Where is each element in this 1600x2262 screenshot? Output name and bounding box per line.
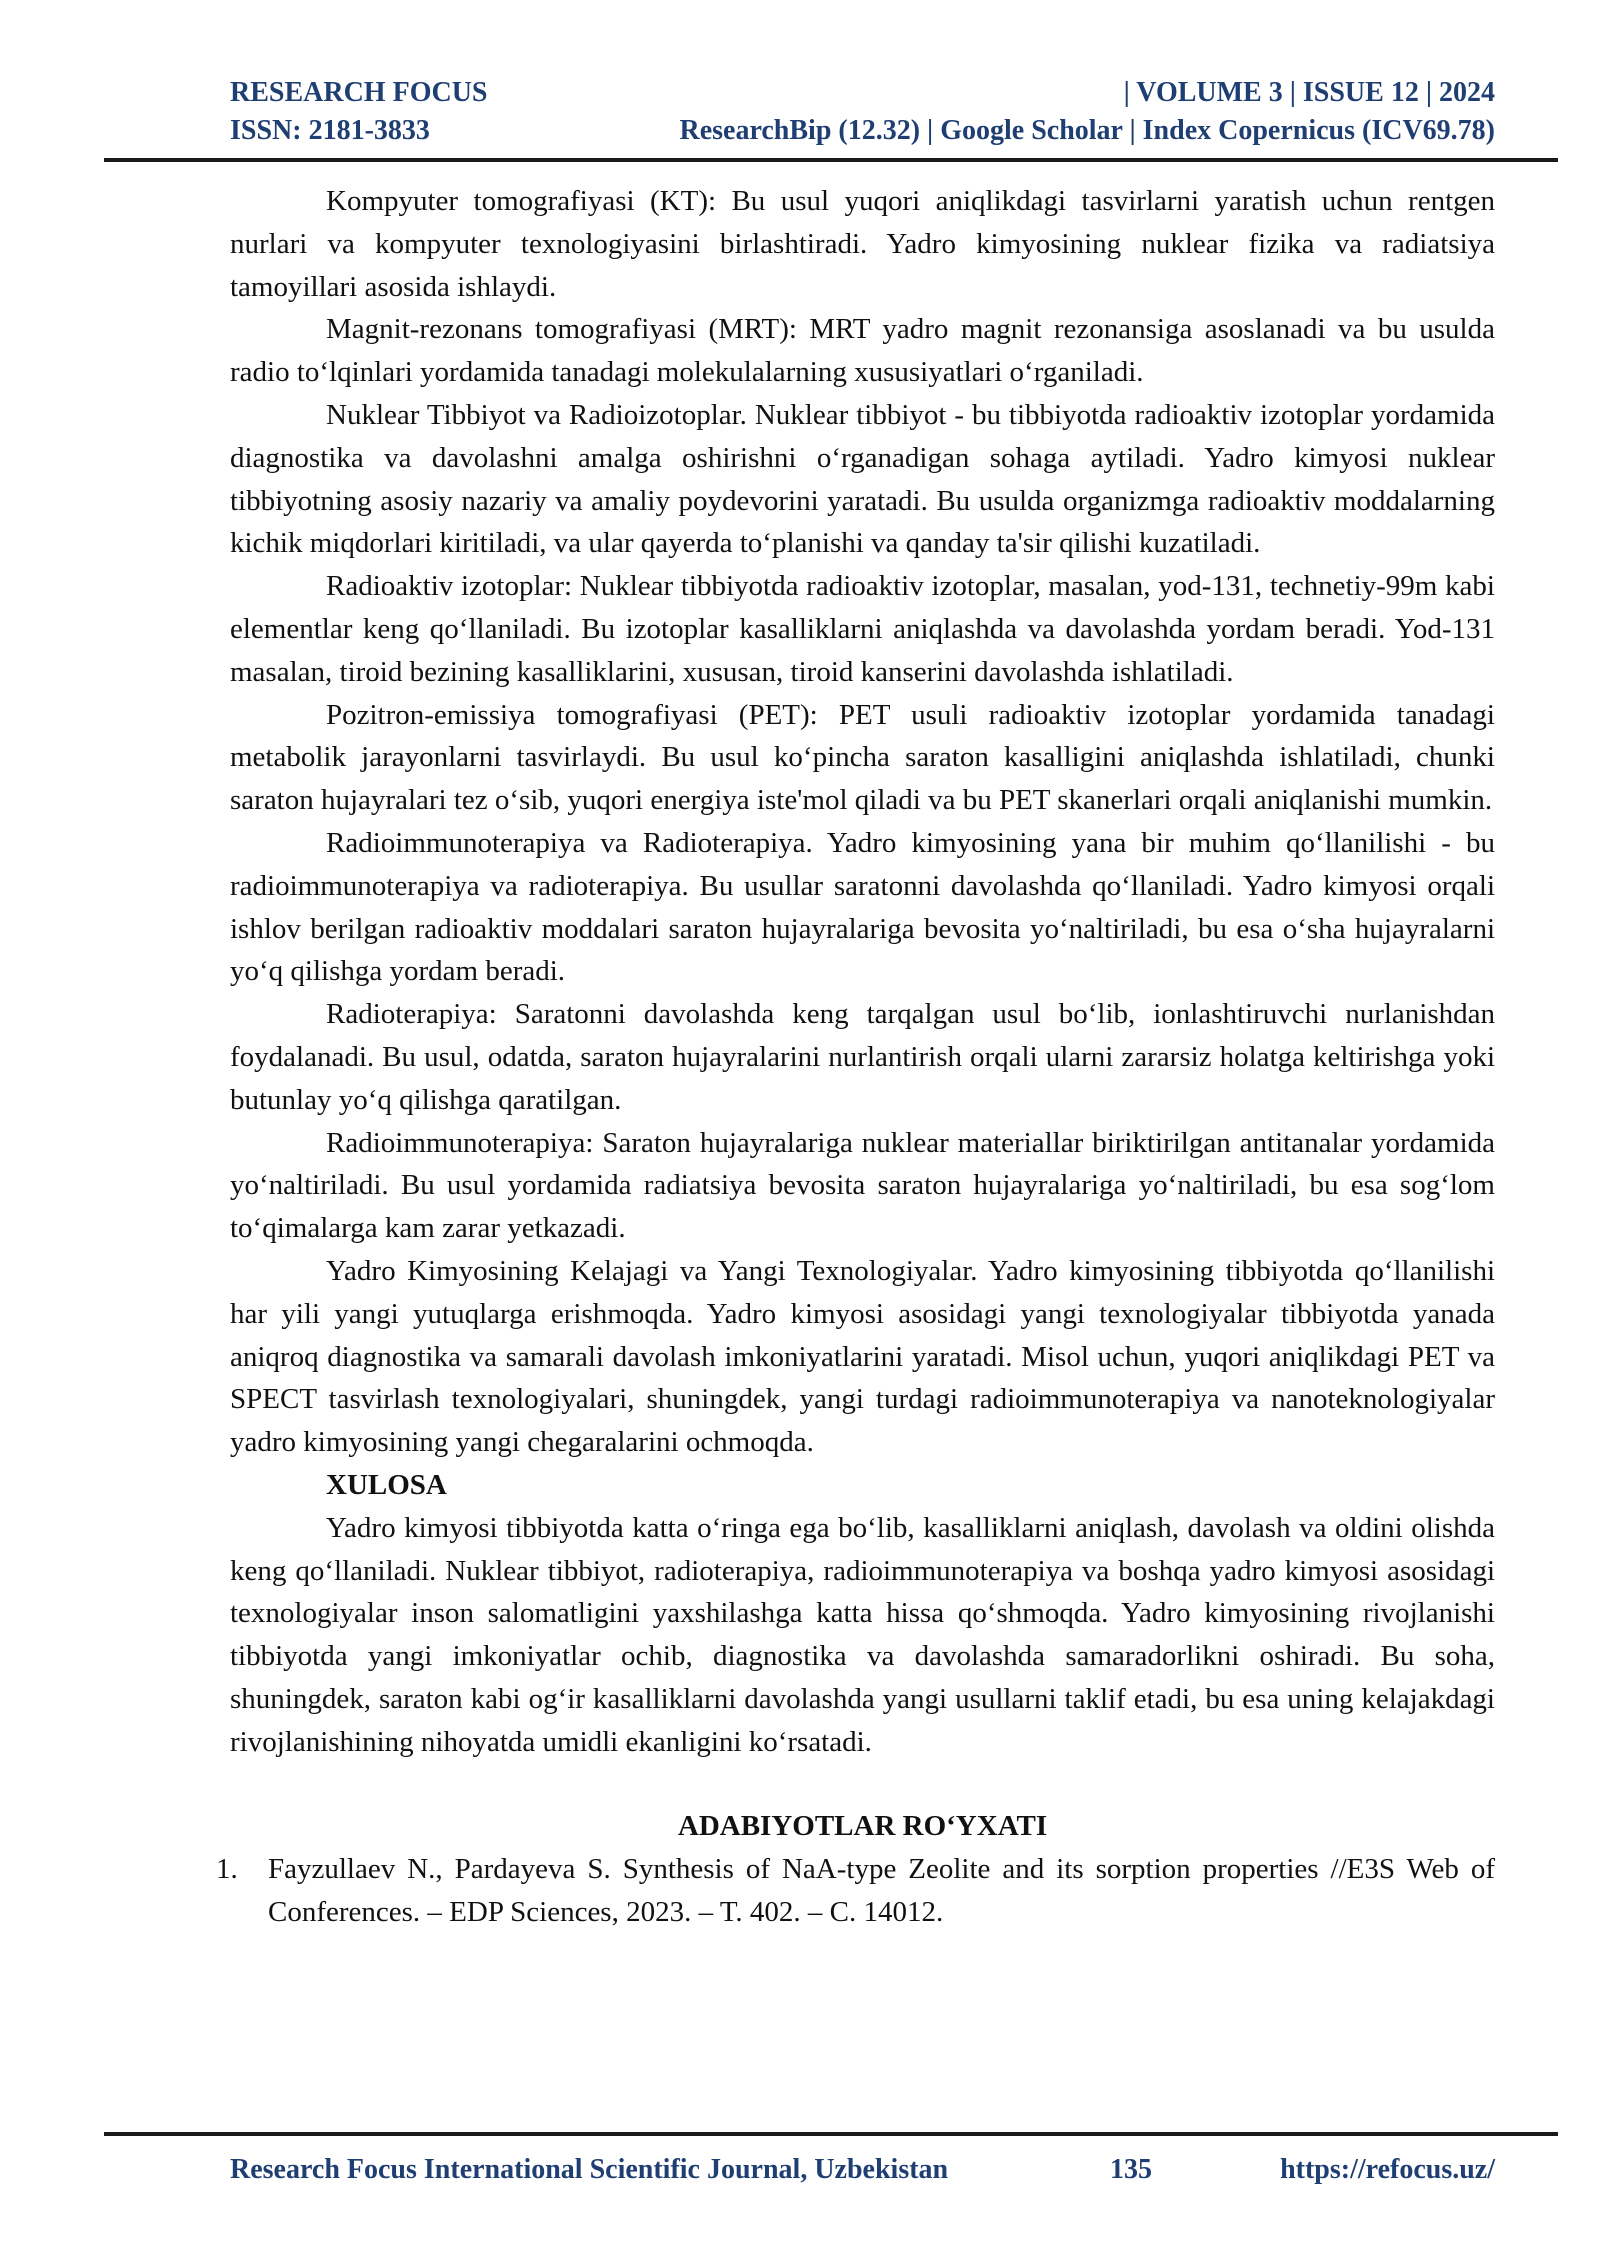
issn: ISSN: 2181-3833 <box>230 115 430 146</box>
volume-issue: | VOLUME 3 | ISSUE 12 | 2024 <box>1123 77 1495 108</box>
paragraph-mrt: Magnit-rezonans tomografiyasi (MRT): MRT yadro magnit rezonansiga asoslanadi va bu usulda radio to‘lqinlari yordamida tanadagi molekulalarning xususiyatlari o‘rganiladi. <box>230 313 1495 389</box>
conclusion-paragraph: Yadro kimyosi tibbiyotda katta o‘ringa ega bo‘lib, kasalliklarni aniqlash, davolash va oldini olishda keng qo‘llaniladi. Nuklear tibbiyot, radioterapiya, radioimmunoterapiya va boshqa yadro kimyosi asosidagi texnologiyalar inson salomatligini yaxshilashga katta hissa qo‘shmoqda. Yadro kimyosining rivojlanishi tibbiyotda yangi imkoniyatlar ochib, diagnostika va davolashda samaradorlikni oshiradi. Bu soha, shuningdek, saraton kabi og‘ir kasalliklarni davolashda yangi usullarni taklif etadi, bu esa uning kelajakdagi rivojlanishining nihoyatda umidli ekanligini ko‘rsatadi. <box>230 1511 1495 1758</box>
header-divider <box>104 158 1558 162</box>
indexing-info: ResearchBip (12.32) | Google Scholar | Index Copernicus (ICV69.78) <box>679 115 1495 146</box>
page-footer <box>230 2150 1495 2190</box>
page-header <box>230 74 1495 150</box>
paragraph-radioisotopes: Radioaktiv izotoplar: Nuklear tibbiyotda radioaktiv izotoplar, masalan, yod-131, technetiy-99m kabi elementlar keng qo‘llaniladi. Bu izotoplar kasalliklarni aniqlashda va davolashda yordam beradi. Yod-131 masalan, tiroid bezining kasalliklarini, xususan, tiroid kanserini davolashda ishlatiladi. <box>230 570 1495 688</box>
paragraph-pet: Pozitron-emissiya tomografiyasi (PET): PET usuli radioaktiv izotoplar yordamida tanadagi metabolik jarayonlarni tasvirlaydi. Bu usul ko‘pincha saraton kasalligini aniqlashda ishlatiladi, chunki saraton hujayralari tez o‘sib, yuqori energiya iste'mol qiladi va bu PET skanerlari orqali aniqlanishi mumkin. <box>230 698 1495 817</box>
footer-divider <box>104 2132 1558 2136</box>
footer-journal: Research Focus International Scientific Journal, Uzbekistan <box>230 2154 949 2185</box>
paragraph-radiotherapy: Radioterapiya: Saratonni davolashda keng tarqalgan usul bo‘lib, ionlashtiruvchi nurlanishdan foydalanadi. Bu usul, odatda, saraton hujayralarini nurlantirish orqali ularni zararsiz holatga keltirishga yoki butunlay yo‘q qilishga qaratilgan. <box>230 998 1495 1116</box>
reference-number: 1. <box>216 1853 238 1886</box>
paragraph-kt: Kompyuter tomografiyasi (KT): Bu usul yuqori aniqlikdagi tasvirlarni yaratish uchun rentgen nurlari va kompyuter texnologiyasini birlashtiradi. Yadro kimyosining nuklear fizika va radiatsiya tamoyillari asosida ishlaydi. <box>230 185 1495 303</box>
conclusion-heading: XULOSA <box>326 1468 447 1501</box>
references-heading: ADABIYOTLAR RO‘YXATI <box>677 1810 1048 1843</box>
references-list <box>216 1848 1495 1934</box>
paragraph-radioimmunotherapy: Radioimmunoterapiya: Saraton hujayralariga nuklear materiallar biriktirilgan antitanalar yordamida yo‘naltiriladi. Bu usul yordamida radiatsiya bevosita saraton hujayralariga yo‘naltiriladi, bu esa sog‘lom to‘qimalarga kam zarar yetkazadi. <box>230 1126 1495 1245</box>
footer-url-link[interactable]: https://refocus.uz/ <box>1280 2154 1495 2185</box>
reference-text: Fayzullaev N., Pardayeva S. Synthesis of NaA-type Zeolite and its sorption properties //E3S Web of Conferences. – EDP Sciences, 2023. – T. 402. – C. 14012. <box>268 1853 1495 1929</box>
journal-name: RESEARCH FOCUS <box>230 77 488 108</box>
article-body <box>216 180 1495 1934</box>
paragraph-future-technologies: Yadro Kimyosining Kelajagi va Yangi Texnologiyalar. Yadro kimyosining tibbiyotda qo‘llanilishi har yili yangi yutuqlarga erishmoqda. Yadro kimyosi asosidagi yangi texnologiyalar tibbiyotda yanada aniqroq diagnostika va samarali davolash imkoniyatlarini yaratadi. Misol uchun, yuqori aniqlikdagi PET va SPECT tasvirlash texnologiyalari, shuningdek, yangi turdagi radioimmunoterapiya va nanoteknologiyalar yadro kimyosining yangi chegaralarini ochmoqda. <box>230 1254 1495 1459</box>
paragraph-nuclear-medicine: Nuklear Tibbiyot va Radioizotoplar. Nuklear tibbiyot - bu tibbiyotda radioaktiv izotoplar yordamida diagnostika va davolashni amalga oshirishni o‘rganadigan sohaga aytiladi. Yadro kimyosi nuklear tibbiyotning asosiy nazariy va amaliy poydevorini yaratadi. Bu usulda organizmga radioaktiv moddalarning kichik miqdorlari kiritiladi, va ular qayerda to‘planishi va qanday ta'sir qilishi kuzatiladi. <box>230 398 1495 560</box>
page-number: 135 <box>1110 2154 1152 2185</box>
reference-item <box>216 1848 1495 1934</box>
paragraph-radioimmunotherapy-radiotherapy: Radioimmunoterapiya va Radioterapiya. Yadro kimyosining yana bir muhim qo‘llanilishi - bu radioimmunoterapiya va radioterapiya. Bu usullar saratonni davolashda qo‘llaniladi. Yadro kimyosi orqali ishlov berilgan radioaktiv moddalari saraton hujayralariga bevosita yo‘naltiriladi, bu esa o‘sha hujayralarni yo‘q qilishga yordam beradi. <box>230 826 1495 988</box>
